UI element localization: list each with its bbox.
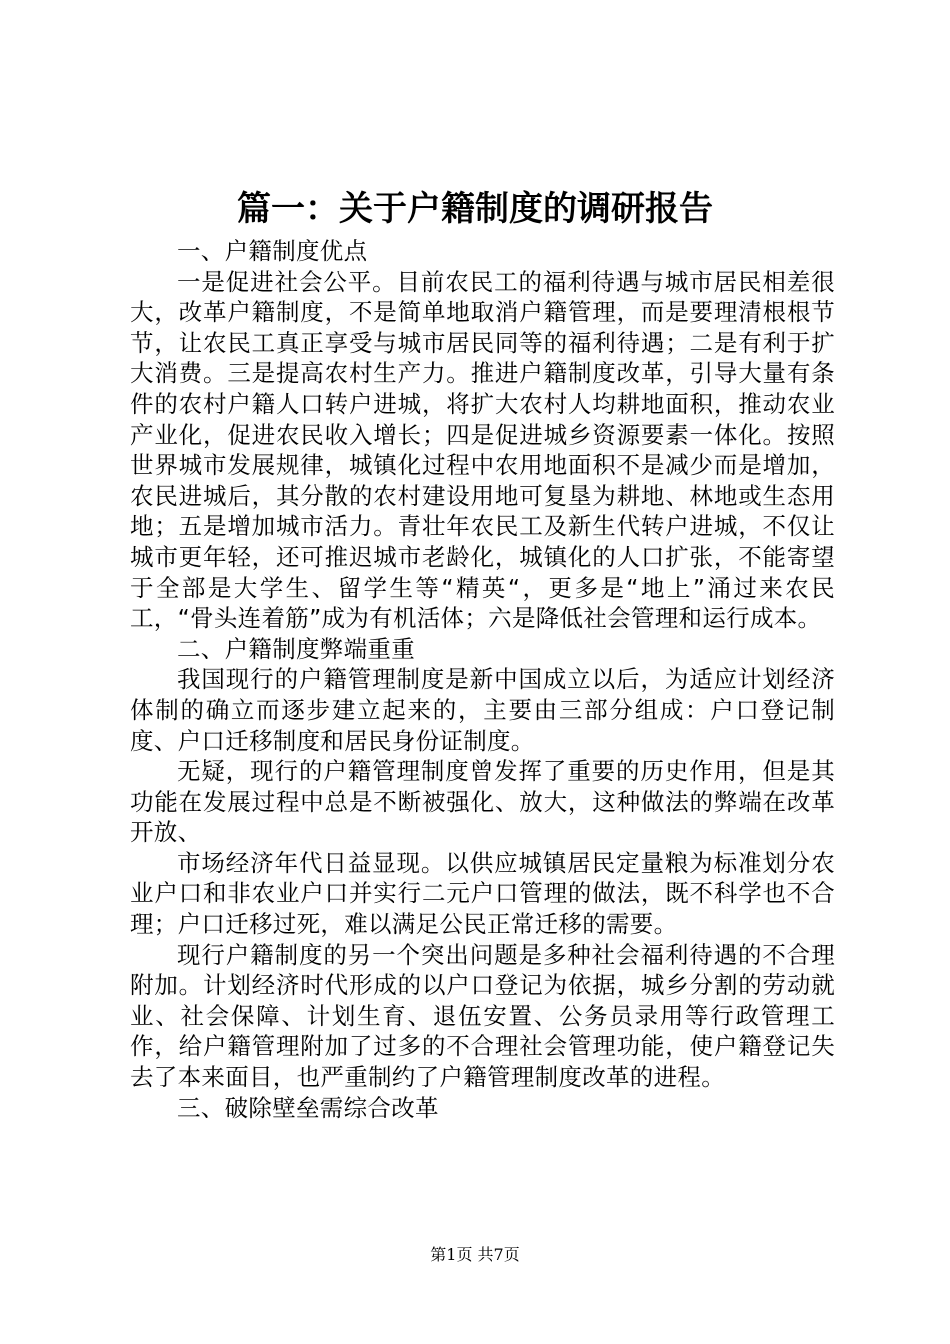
section-heading-2: 二、户籍制度弊端重重	[177, 634, 415, 663]
paragraph-current-system: 我国现行的户籍管理制度是新中国成立以后，为适应计划经济体制的确立而逐步建立起来的，主要由三部分组成：户口登记制度、户口迁移制度和居民身份证制度。	[130, 665, 835, 755]
paragraph-market-economy: 市场经济年代日益显现。以供应城镇居民定量粮为标准划分农业户口和非农业户口并实行二元户口管理的做法，既不科学也不合理；户口迁移过死，难以满足公民正常迁移的需要。	[130, 848, 835, 939]
section-heading-1: 一、户籍制度优点	[177, 237, 368, 265]
section-heading-3: 三、破除壁垒需综合改革	[177, 1093, 439, 1122]
paragraph-welfare-issues: 现行户籍制度的另一个突出问题是多种社会福利待遇的不合理附加。计划经济时代形成的以户口登记为依据，城乡分割的劳动就业、社会保障、计划生育、退伍安置、公务员录用等行政管理工作，给户籍管理附加了过多的不合理社会管理功能，使户籍登记失去了本来面目，也严重制约了户籍管理制度改革的进程。	[130, 940, 835, 1092]
document-title: 篇一：关于户籍制度的调研报告	[237, 189, 713, 229]
page-footer: 第1页 共7页	[430, 1245, 520, 1264]
paragraph-advantages: 一是促进社会公平。目前农民工的福利待遇与城市居民相差很大，改革户籍制度，不是简单地取消户籍管理，而是要理清根根节节，让农民工真正享受与城市居民同等的福利待遇；二是有利于扩大消费。三是提高农村生产力。推进户籍制度改革，引导大量有条件的农村户籍人口转户进城，将扩大农村人均耕地面积，推动农业产业化，促进农民收入增长；四是促进城乡资源要素一体化。按照世界城市发展规律，城镇化过程中农用地面积不是减少而是增加，农民进城后，其分散的农村建设用地可复垦为耕地、林地或生态用地；五是增加城市活力。青壮年农民工及新生代转户进城，不仅让城市更年轻，还可推迟城市老龄化，城镇化的人口扩张，不能寄望于全部是大学生、留学生等“精英“，更多是“地上”涌过来农民工，“骨头连着筋”成为有机活体；六是降低社会管理和运行成本。	[130, 267, 835, 633]
paragraph-historical-role: 无疑，现行的户籍管理制度曾发挥了重要的历史作用，但是其功能在发展过程中总是不断被强化、放大，这种做法的弊端在改革开放、	[130, 757, 835, 847]
document-body	[130, 236, 835, 1123]
